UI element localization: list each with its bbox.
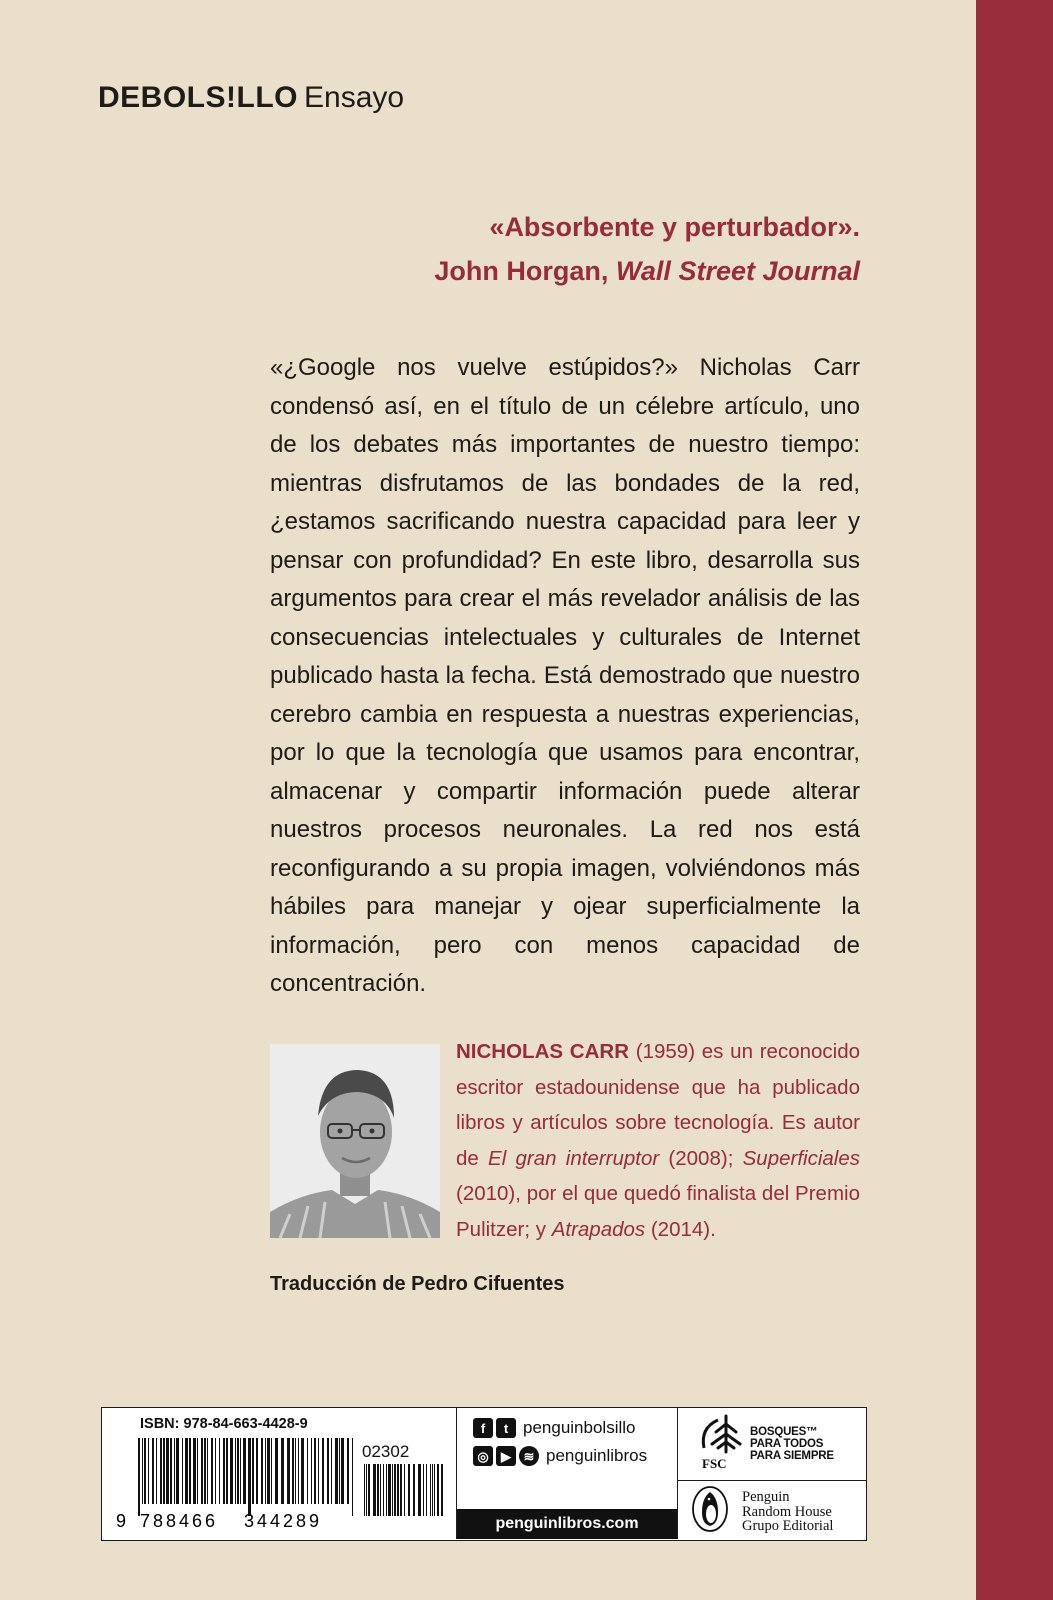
collection-label: Ensayo xyxy=(304,81,405,114)
twitter-icon: t xyxy=(496,1418,516,1438)
barcode-digits-group-2: 344289 xyxy=(244,1511,323,1531)
barcode-digits-group-1: 788466 xyxy=(140,1511,219,1531)
quote-source xyxy=(434,249,860,293)
publisher-line-2: Random House xyxy=(742,1503,832,1520)
book-blurb: «¿Google nos vuelve estúpidos?» Nicholas Carr condensó así, en el título de un célebre artículo, uno de los debates más importantes de nuestro tiempo: mientras disfrutamos de las bondades de la red, ¿estamos sacrificando nuestra capacidad para leer y pensar con profundidad? En este libro, desarrolla sus argumentos para crear el más revelador análisis de las consecuencias intelectuales y culturales de Internet publicado hasta la fecha. Está demostrado que nuestro cerebro cambia en respuesta a nuestras experiencias, por lo que la tecnología que usamos para encontrar, almacenar y compartir información puede alterar nuestros procesos neuronales. La red nos está reconfigurando a su propia imagen, volviéndonos más hábiles para manejar y ojear superficialmente la información, pero con menos capacidad de concentración. xyxy=(270,354,860,997)
certification-panel xyxy=(678,1408,866,1539)
review-quote xyxy=(434,205,860,293)
bio-book-3: Atrapados xyxy=(551,1217,646,1241)
bio-text-4: (2014). xyxy=(645,1217,716,1241)
facebook-icon: f xyxy=(473,1418,493,1438)
bio-book-1: El gran interruptor xyxy=(488,1146,660,1170)
social-row-1 xyxy=(473,1418,635,1438)
social-handle-1: penguinbolsillo xyxy=(523,1418,636,1437)
isbn-label: ISBN: 978-84-663-4428-9 xyxy=(140,1416,308,1432)
fsc-slogan-line-2: PARA TODOS xyxy=(750,1438,824,1450)
bio-text-1: (1959) es un reconocido escritor estadounidense que ha publicado libros y artículos sobre tecnología. Es autor de xyxy=(456,1040,861,1170)
spotify-icon: ≋ xyxy=(519,1446,539,1466)
translator-credit: Traducción de Pedro Cifuentes xyxy=(270,1273,565,1295)
barcode-panel xyxy=(102,1408,457,1539)
bio-book-2: Superficiales xyxy=(742,1146,860,1170)
author-photo xyxy=(270,1044,440,1238)
fsc-block xyxy=(678,1408,866,1481)
instagram-icon: ◎ xyxy=(473,1446,493,1466)
spine-strip xyxy=(976,0,1053,1600)
publisher-group-label xyxy=(742,1490,833,1534)
quote-source-author: John Horgan, xyxy=(434,256,609,286)
quote-text: «Absorbente y perturbador». xyxy=(489,212,860,242)
youtube-icon: ▶ xyxy=(496,1446,516,1466)
social-panel xyxy=(457,1408,678,1539)
brand-logo: DEBOLS!LLO xyxy=(98,81,298,114)
publisher-line-3: Grupo Editorial xyxy=(742,1518,834,1534)
bio-text-3: (2010), por el que quedó finalista del Premio Pulitzer; y xyxy=(456,1182,860,1241)
quote-source-publication: Wall Street Journal xyxy=(615,256,860,286)
fsc-tree-icon xyxy=(696,1412,756,1460)
fsc-label: FSC xyxy=(702,1456,727,1471)
bio-text-2: (2008); xyxy=(659,1146,743,1170)
fsc-slogan-line-1: BOSQUES™ xyxy=(750,1426,818,1438)
author-bio xyxy=(456,1034,860,1247)
fsc-slogan xyxy=(750,1426,834,1462)
price-code: 02302 xyxy=(362,1442,410,1461)
barcode-lead-digit: 9 xyxy=(116,1511,127,1531)
back-cover-infobox xyxy=(101,1407,867,1541)
barcode-image xyxy=(102,1408,456,1539)
fsc-slogan-line-3: PARA SIEMPRE xyxy=(750,1450,834,1462)
publisher-line-1: Penguin xyxy=(742,1489,790,1505)
penguin-logo-icon xyxy=(690,1484,730,1534)
social-handle-2: penguinlibros xyxy=(546,1446,648,1465)
website-link[interactable]: penguinlibros.com xyxy=(457,1509,677,1539)
author-name: NICHOLAS CARR xyxy=(456,1040,630,1063)
publisher-brand xyxy=(98,80,404,116)
social-row-2 xyxy=(473,1446,647,1466)
